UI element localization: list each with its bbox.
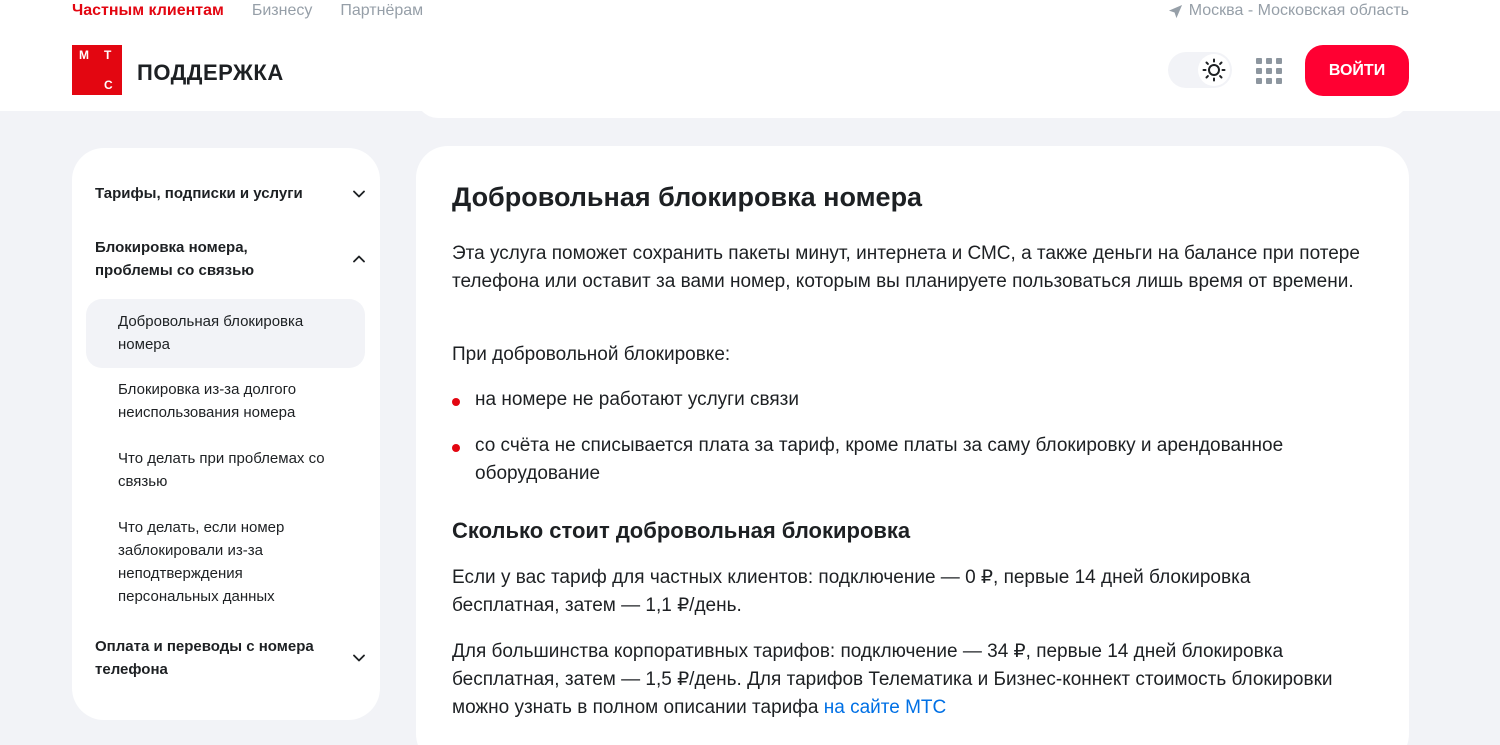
sidebar-menu (72, 148, 380, 720)
login-button[interactable]: ВОЙТИ (1305, 45, 1409, 96)
sidebar-item-personal-data[interactable] (86, 516, 365, 608)
list-item: со счёта не списывается плата за тариф, кроме платы за саму блокировку и арендованное оборудование (452, 432, 1332, 488)
nav-business[interactable]: Бизнесу (251, 2, 313, 19)
nav-partners[interactable]: Партнёрам (340, 2, 424, 19)
sidebar-group-label: Тарифы, подписки и услуги (95, 185, 303, 202)
sidebar-item-voluntary-block[interactable] (86, 299, 365, 368)
chevron-up-icon (353, 255, 365, 263)
sun-icon (1198, 54, 1230, 86)
article-card (416, 146, 1409, 745)
page-title: Добровольная блокировка номера (452, 182, 923, 212)
sidebar-group-label: Блокировка номера, проблемы со связью (95, 239, 255, 279)
search-panel-edge (416, 96, 1409, 118)
sidebar-item-label: Блокировка из-за долгого неиспользования номера (118, 381, 297, 421)
sidebar-item-connection-problems[interactable] (86, 447, 365, 493)
sidebar-item-label: Что делать, если номер заблокировали из-за неподтверждения персональных данных (118, 519, 285, 605)
sidebar-item-label: Добровольная блокировка номера (118, 313, 304, 353)
sidebar-item-long-unused[interactable] (86, 378, 365, 424)
chevron-down-icon (353, 190, 365, 198)
logo-letter-s: С (104, 78, 113, 92)
nav-private-clients[interactable]: Частным клиентам (72, 2, 224, 19)
cost-private-paragraph: Если у вас тариф для частных клиентов: подключение — 0 ₽, первые 14 дней блокировка бесплатная, затем — 1,1 ₽/день. (452, 567, 1251, 616)
top-nav (72, 2, 423, 20)
apps-grid-icon[interactable] (1256, 58, 1282, 84)
list-item: на номере не работают услуги связи (452, 386, 1372, 414)
mts-site-link[interactable]: на сайте МТС (823, 697, 947, 718)
brand-title[interactable]: ПОДДЕРЖКА (137, 60, 284, 85)
sidebar-group-tariffs[interactable] (95, 182, 365, 205)
location-arrow-icon (1168, 4, 1183, 19)
sidebar-item-label: Что делать при проблемах со связью (118, 450, 325, 490)
sidebar-group-blocking[interactable] (95, 236, 365, 282)
region-selector[interactable] (1168, 2, 1409, 20)
cost-heading: Сколько стоит добровольная блокировка (452, 518, 911, 543)
mts-logo[interactable] (72, 45, 122, 95)
sidebar-group-label: Оплата и переводы с номера телефона (95, 638, 314, 678)
cost-corporate-paragraph (452, 638, 1372, 722)
region-label: Москва - Московская область (1188, 2, 1409, 19)
chevron-down-icon (353, 654, 365, 662)
sidebar-group-payments[interactable] (95, 635, 365, 681)
logo-letter-t: Т (104, 48, 112, 62)
list-intro: При добровольной блокировке: (452, 344, 731, 365)
cost-corporate-text: Для большинства корпоративных тарифов: подключение — 34 ₽, первые 14 дней блокировка бесплатная, затем — 1,5 ₽/день. Для тарифов Телематика и Бизнес-коннект стоимость блокировки можно узнать в полном описании тарифа (452, 641, 1333, 718)
intro-paragraph: Эта услуга поможет сохранить пакеты минут, интернета и СМС, а также деньги на балансе при потере телефона или оставит за вами номер, которым вы планируете пользоваться лишь время от времени. (452, 243, 1360, 292)
site-header (0, 0, 1500, 111)
theme-toggle[interactable] (1168, 52, 1232, 88)
logo-letter-m: М (79, 48, 89, 62)
